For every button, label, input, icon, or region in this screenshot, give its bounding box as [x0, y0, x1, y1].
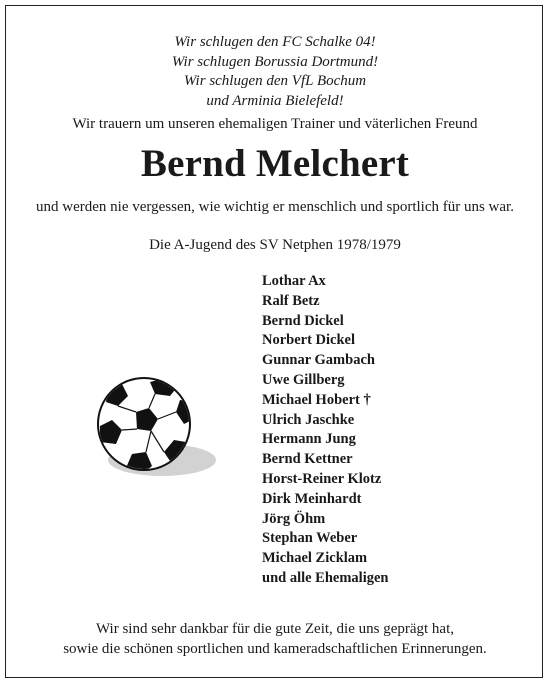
member-list	[262, 272, 389, 589]
list-item: Michael Hobert †	[262, 391, 371, 408]
soccer-ball-icon	[92, 372, 222, 482]
list-item: Gunnar Gambach	[262, 352, 375, 369]
deceased-name: Bernd Melchert	[140, 142, 410, 185]
list-item: Ulrich Jaschke	[262, 411, 355, 428]
tagline-text: und werden nie vergessen, wie wichtig er menschlich und sportlich für uns war.	[36, 199, 514, 215]
poem-line: Wir schlugen den FC Schalke 04!	[174, 34, 376, 50]
closing-line: Wir sind sehr dankbar für die gute Zeit, die uns geprägt hat,	[95, 621, 455, 637]
list-item: Lothar Ax	[262, 273, 326, 289]
list-item: Dirk Meinhardt	[262, 490, 362, 507]
list-item: Ralf Betz	[262, 292, 320, 309]
poem-line: Wir schlugen Borussia Dortmund!	[171, 53, 379, 70]
list-item: Uwe Gillberg	[262, 371, 345, 388]
poem-line: Wir schlugen den VfL Bochum	[183, 73, 367, 89]
list-item: Bernd Dickel	[262, 312, 344, 329]
intro-text: Wir trauern um unseren ehemaligen Trainer und väterlichen Freund	[72, 116, 478, 132]
list-item: Bernd Kettner	[262, 451, 353, 468]
list-item: Stephan Weber	[262, 530, 358, 547]
list-item: Jörg Öhm	[262, 510, 326, 527]
poem-line: und Arminia Bielefeld!	[206, 92, 344, 109]
closing-text	[0, 620, 550, 659]
list-item: Horst-Reiner Klotz	[262, 470, 382, 487]
list-item: und alle Ehemaligen	[262, 569, 389, 586]
closing-line: sowie die schönen sportlichen und kameradschaftlichen Erinnerungen.	[63, 640, 487, 657]
team-name: Die A-Jugend des SV Netphen 1978/1979	[149, 237, 401, 253]
list-item: Norbert Dickel	[262, 332, 356, 349]
list-item: Michael Zicklam	[262, 550, 368, 567]
poem-verse	[0, 33, 550, 111]
list-item: Hermann Jung	[262, 431, 356, 448]
